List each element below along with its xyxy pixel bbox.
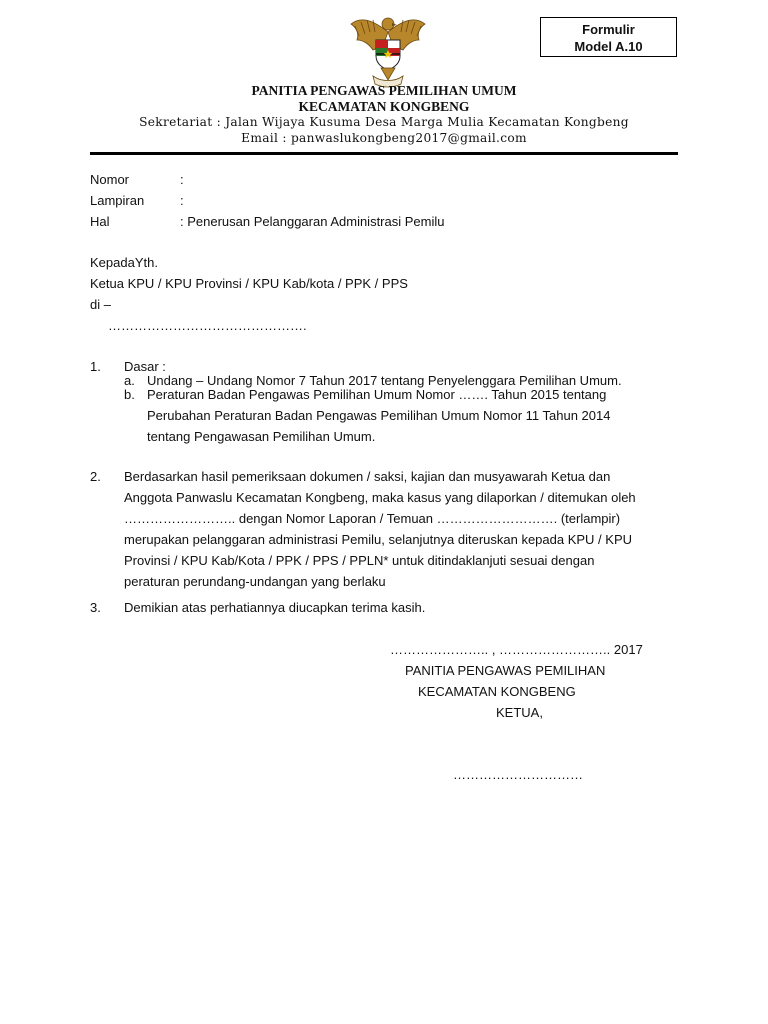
section1-a-label: a. [124, 373, 135, 388]
section1-b-label: b. [124, 387, 135, 402]
section2-line2: Anggota Panwaslu Kecamatan Kongbeng, maka kasus yang dilaporkan / ditemukan oleh [124, 490, 636, 505]
addressee-salutation: KepadaYth. [90, 255, 158, 270]
contact-email: Email : panwaslukongbeng2017@gmail.com [241, 131, 527, 145]
section1-a-text: Undang – Undang Nomor 7 Tahun 2017 tentang Penyelenggara Pemilihan Umum. [147, 373, 622, 388]
section1-title: Dasar : [124, 359, 166, 374]
lampiran-label: Lampiran [90, 193, 145, 208]
garuda-emblem-icon [343, 10, 433, 90]
section1-b-text-line1: Peraturan Badan Pengawas Pemilihan Umum Nomor ……. Tahun 2015 tentang [147, 387, 607, 402]
section2-line3: …………………….. dengan Nomor Laporan / Temuan ………………………. (terlampir) [124, 511, 621, 526]
section3-number: 3. [90, 600, 101, 615]
section2-line6: peraturan perundang-undangan yang berlaku [124, 574, 386, 589]
org-name-line2: KECAMATAN KONGBENG [298, 99, 470, 114]
section1-b-text-line2: Perubahan Peraturan Badan Pengawas Pemilihan Umum Nomor 11 Tahun 2014 [147, 408, 611, 423]
header-divider [90, 152, 678, 155]
signature-role: KETUA, [496, 705, 543, 720]
section2-number: 2. [90, 469, 101, 484]
lampiran-value: : [180, 193, 184, 208]
hal-label: Hal [90, 214, 110, 229]
signature-place-date: ………………….. , …………………….. 2017 [390, 642, 643, 657]
addressee-recipient: Ketua KPU / KPU Provinsi / KPU Kab/kota / PPK / PPS [90, 276, 408, 291]
secretariat-address: Sekretariat : Jalan Wijaya Kusuma Desa Marga Mulia Kecamatan Kongbeng [139, 115, 629, 129]
hal-value: : Penerusan Pelanggaran Administrasi Pemilu [180, 214, 445, 229]
section1-b-text-line3: tentang Pengawasan Pemilihan Umum. [147, 429, 376, 444]
form-box-line2: Model A.10 [574, 39, 643, 54]
section1-number: 1. [90, 359, 101, 374]
org-name-line1: PANITIA PENGAWAS PEMILIHAN UMUM [251, 83, 517, 98]
section3-text: Demikian atas perhatiannya diucapkan terima kasih. [124, 600, 426, 615]
form-model-box [540, 17, 677, 57]
signature-org-line2: KECAMATAN KONGBENG [418, 684, 576, 699]
nomor-value: : [180, 172, 184, 187]
section2-line1: Berdasarkan hasil pemeriksaan dokumen / saksi, kajian dan musyawarah Ketua dan [124, 469, 611, 484]
signature-name-blank: ………………………… [453, 767, 583, 782]
signature-org-line1: PANITIA PENGAWAS PEMILIHAN [405, 663, 606, 678]
addressee-location: di – [90, 297, 111, 312]
section2-line4: merupakan pelanggaran administrasi Pemilu, selanjutnya diteruskan kepada KPU / KPU [124, 532, 633, 547]
addressee-place-blank: ………………………………………. [108, 318, 307, 333]
section2-line5: Provinsi / KPU Kab/Kota / PPK / PPS / PPLN* untuk ditindaklanjuti sesuai dengan [124, 553, 595, 568]
form-box-line1: Formulir [582, 22, 635, 37]
nomor-label: Nomor [90, 172, 130, 187]
